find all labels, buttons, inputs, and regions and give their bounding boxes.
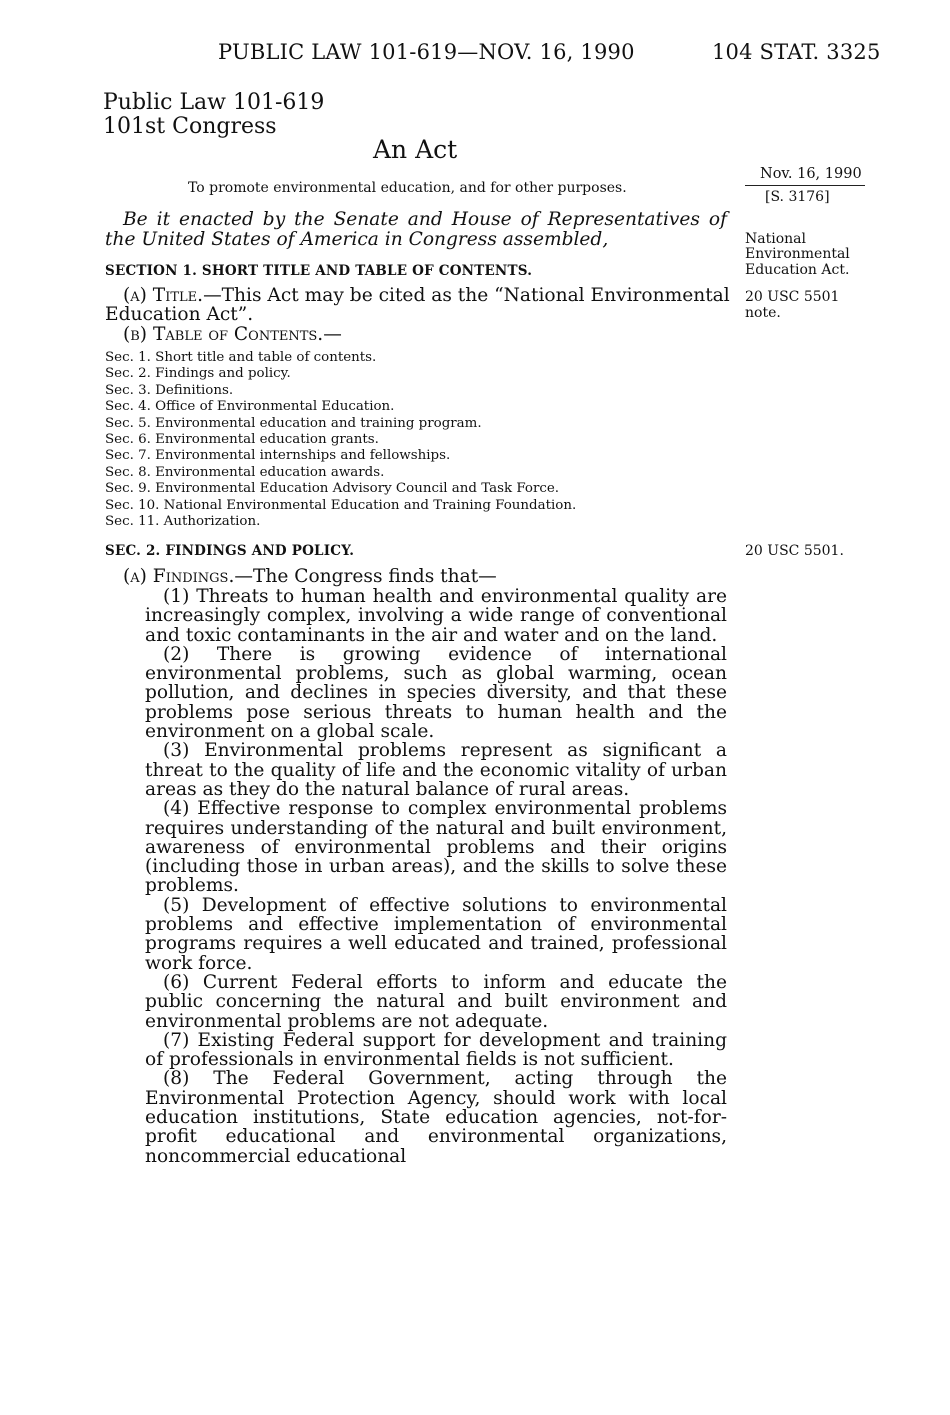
- act-purpose: To promote environmental education, and for other purposes.: [188, 180, 627, 196]
- margin-short-name-line1: National: [745, 231, 806, 247]
- finding-item: (2) There is growing evidence of international environmental problems, such as global warming, ocean pollution, and declines in species diversity, and that these problems pose serious threats to human health and the environment on a global scale.: [145, 643, 727, 743]
- toc-entry: Sec. 5. Environmental education and training program.: [105, 415, 482, 431]
- running-head-title: PUBLIC LAW 101-619—NOV. 16, 1990: [218, 40, 635, 64]
- finding-item: (8) The Federal Government, acting through the Environmental Protection Agency, should work with local education institutions, State education agencies, not-for-profit educational and environmental organizations, noncommercial educational: [145, 1068, 727, 1167]
- margin-rule: [745, 185, 865, 186]
- finding-item: (6) Current Federal efforts to inform and educate the public concerning the natural and built environment and environmental problems are not adequate.: [145, 971, 727, 1032]
- toc-entry: Sec. 8. Environmental education awards.: [105, 464, 385, 480]
- toc-entry: Sec. 9. Environmental Education Advisory Council and Task Force.: [105, 481, 560, 497]
- section-2-heading: SEC. 2. FINDINGS AND POLICY.: [105, 543, 355, 559]
- section-1-a-line2: Education Act”.: [105, 304, 254, 325]
- congress-number: 101st Congress: [103, 114, 277, 139]
- finding-item: (5) Development of effective solutions to environmental problems and effective implementation of environmental programs requires a well educated and trained, professional work force.: [145, 894, 727, 974]
- margin-bill-number: [S. 3176]: [765, 189, 830, 205]
- findings-list: [145, 587, 727, 1166]
- margin-date: Nov. 16, 1990: [760, 166, 862, 182]
- margin-usc-note-line1: 20 USC 5501: [745, 289, 840, 305]
- toc-entry: Sec. 2. Findings and policy.: [105, 366, 291, 382]
- enacting-clause: Be it enacted by the Senate and House of Representatives of the United States of America in Congress assembled,: [105, 209, 727, 250]
- section-1-a-line1: [123, 286, 730, 305]
- toc-entry: Sec. 11. Authorization.: [105, 514, 261, 530]
- toc-entry: Sec. 3. Definitions.: [105, 382, 234, 398]
- act-title: An Act: [373, 135, 458, 164]
- toc-entry: Sec. 7. Environmental internships and fellowships.: [105, 448, 451, 464]
- finding-item: (3) Environmental problems represent as significant a threat to the quality of life and the economic vitality of urban areas as they do the natural balance of rural areas.: [145, 740, 727, 800]
- toc-entry: Sec. 6. Environmental education grants.: [105, 432, 379, 448]
- stat-page-number: 104 STAT. 3325: [712, 40, 881, 64]
- toc-entry: Sec. 4. Office of Environmental Education.: [105, 399, 395, 415]
- section-1-a-label: (a) Title.: [123, 285, 204, 306]
- table-of-contents: [105, 350, 576, 530]
- public-law-number: Public Law 101-619: [103, 90, 325, 115]
- section-1-b-label: (b) Table of Contents.—: [123, 324, 342, 345]
- section-1-a-text: —This Act may be cited as the “National Environmental: [203, 285, 730, 306]
- toc-entry: Sec. 10. National Environmental Education and Training Foundation.: [105, 497, 577, 513]
- section-2-a-label: (a) Findings.: [123, 566, 235, 587]
- section-1-heading: SECTION 1. SHORT TITLE AND TABLE OF CONTENTS.: [105, 263, 533, 279]
- margin-short-name-line2: Environmental: [745, 246, 850, 262]
- finding-item: (1) Threats to human health and environmental quality are increasingly complex, involving a wide range of conventional and toxic contaminants in the air and water and on the land.: [145, 586, 727, 646]
- margin-usc-note-line2: note.: [745, 305, 781, 321]
- finding-item: (4) Effective response to complex environmental problems requires understanding of the natural and built environment, awareness of environmental problems and their origins (including those in urban areas), and the skills to solve these problems.: [145, 798, 727, 897]
- margin-usc-sec2: 20 USC 5501.: [745, 543, 844, 559]
- finding-item: (7) Existing Federal support for development and training of professionals in environmental fields is not sufficient.: [145, 1029, 727, 1071]
- toc-entry: Sec. 1. Short title and table of contents.: [105, 350, 377, 365]
- section-2-a-line: [123, 567, 497, 586]
- section-2-a-text: —The Congress finds that—: [234, 566, 497, 587]
- margin-short-name-line3: Education Act.: [745, 262, 850, 278]
